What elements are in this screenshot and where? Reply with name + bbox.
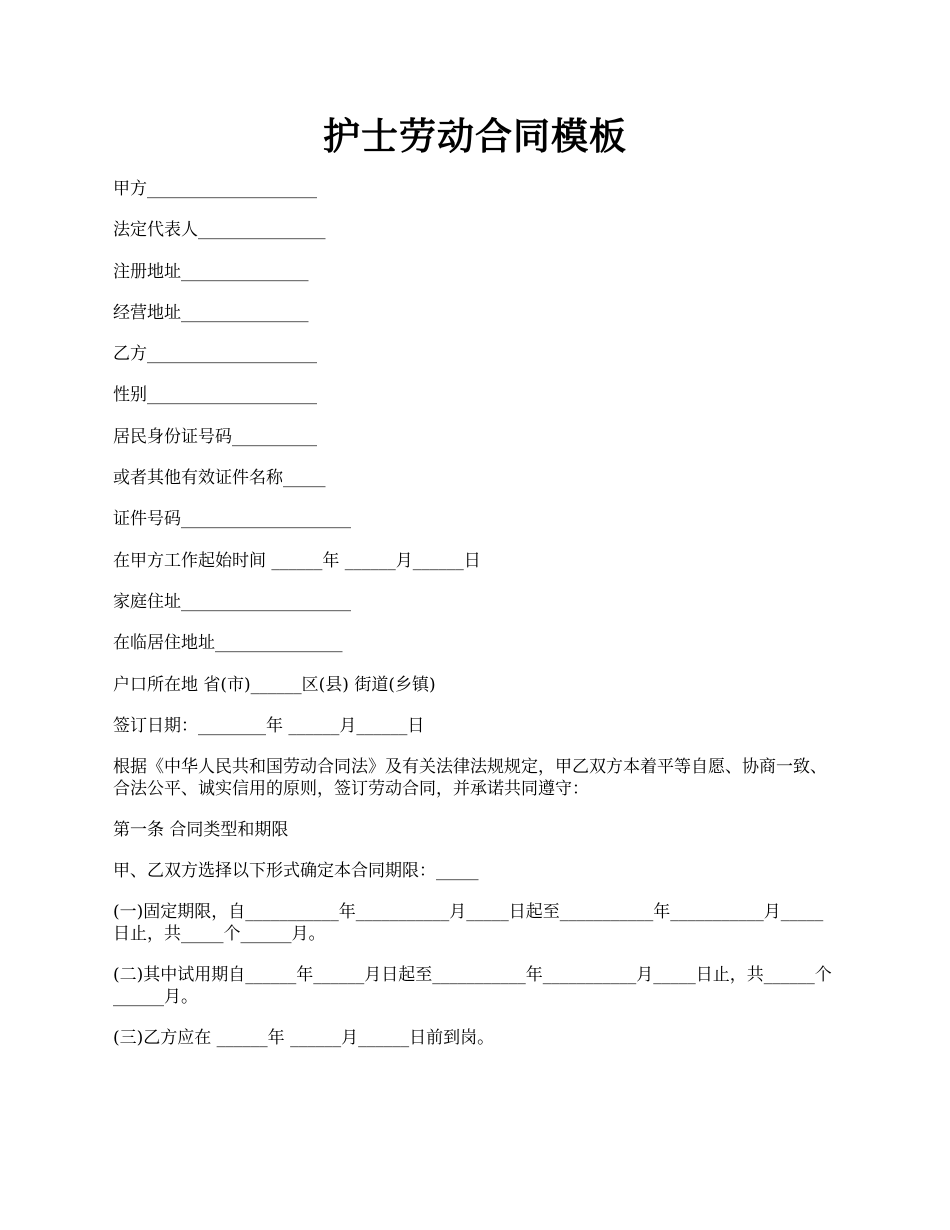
page-title: 护士劳动合同模板 xyxy=(323,114,627,158)
temporary-address-field: 在临居住地址_______________ xyxy=(113,633,343,654)
business-address-field: 经营地址_______________ xyxy=(113,302,309,323)
id-number-field: 居民身份证号码__________ xyxy=(113,426,317,447)
clause-fixed-term: (一)固定期限，自___________年___________月_____日起至___________年___________月_____日止，共_____个______月。 xyxy=(113,902,824,945)
article-1-heading: 第一条 合同类型和期限 xyxy=(113,820,289,841)
article-1-intro: 甲、乙双方选择以下形式确定本合同期限：_____ xyxy=(113,861,479,882)
signing-date-field: 签订日期：________年 ______月______日 xyxy=(113,715,425,736)
document-body xyxy=(113,178,838,1068)
clause-report-date: (三)乙方应在 ______年 ______月______日前到岗。 xyxy=(113,1028,495,1049)
other-id-name-field: 或者其他有效证件名称_____ xyxy=(113,468,326,489)
clause-probation: (二)其中试用期自______年______月日起至___________年___________月_____日止，共______个______月。 xyxy=(113,965,832,1008)
party-b-field: 乙方____________________ xyxy=(113,344,317,365)
home-address-field: 家庭住址____________________ xyxy=(113,591,351,612)
party-a-field: 甲方____________________ xyxy=(113,179,317,199)
gender-field: 性别____________________ xyxy=(113,385,317,406)
household-registration-field: 户口所在地 省(市)______区(县) 街道(乡镇) xyxy=(113,674,436,695)
legal-representative-field: 法定代表人_______________ xyxy=(113,220,326,241)
preamble-paragraph: 根据《中华人民共和国劳动合同法》及有关法律法规规定，甲乙双方本着平等自愿、协商一致、合法公平、诚实信用的原则，签订劳动合同，并承诺共同遵守： xyxy=(113,757,827,800)
start-date-field: 在甲方工作起始时间 ______年 ______月______日 xyxy=(113,550,481,571)
certificate-number-field: 证件号码____________________ xyxy=(113,509,351,530)
registered-address-field: 注册地址_______________ xyxy=(113,261,309,282)
